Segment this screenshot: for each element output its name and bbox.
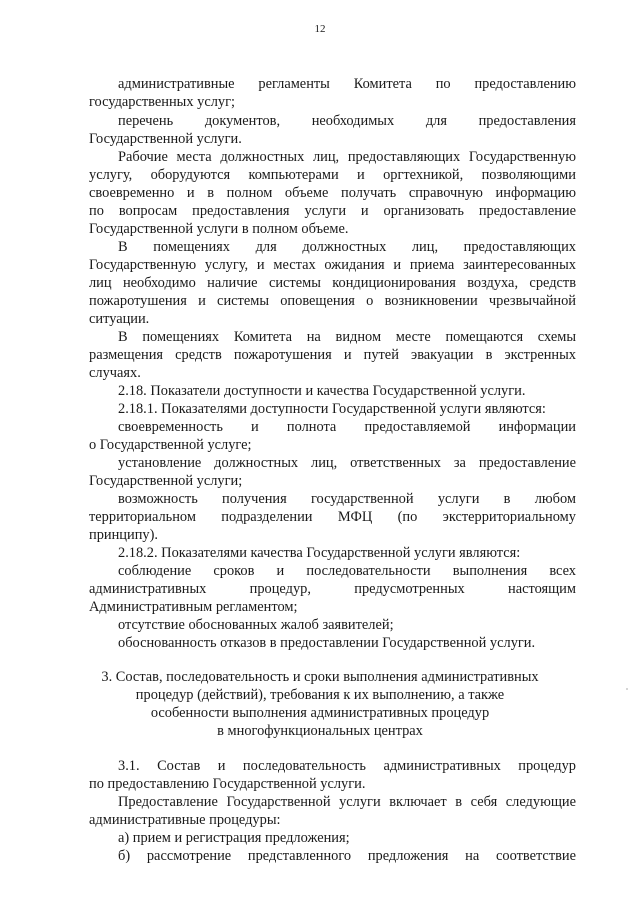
text-line: В помещениях Комитета на видном месте помещаются схемы (118, 329, 576, 345)
text-line: лиц необходимо наличие системы кондиционирования воздуха, средств (89, 275, 576, 291)
text-line: территориальном подразделении МФЦ (по экстерриториальному (89, 509, 576, 525)
text-line: Предоставление Государственной услуги включает в себя следующие (118, 794, 576, 810)
text-line: услугу, оборудуются компьютерами и оргтехникой, позволяющими (89, 167, 576, 183)
text-line: В помещениях для должностных лиц, предоставляющих (118, 239, 576, 255)
text-line: своевременно и в полном объеме получать справочную информацию (89, 185, 576, 201)
text-line: государственных услуг; (89, 94, 235, 110)
text-line: Государственной услуги. (89, 131, 242, 147)
text-line: о Государственной услуге; (89, 437, 252, 453)
text-line: административные процедуры: (89, 812, 281, 828)
text-line: б) рассмотрение представленного предложения на соответствие (118, 848, 576, 864)
text-line: принципу). (89, 527, 158, 543)
text-line: 2.18. Показатели доступности и качества Государственной услуги. (118, 383, 526, 399)
text-line: установление должностных лиц, ответственных за предоставление (118, 455, 576, 471)
heading-line: 3. Состав, последовательность и сроки выполнения административных (101, 669, 539, 685)
text-line: 3.1. Состав и последовательность административных процедур (118, 758, 576, 774)
text-line: обоснованность отказов в предоставлении Государственной услуги. (118, 635, 536, 651)
text-line: Государственной услуги в полном объеме. (89, 221, 349, 237)
heading-line: в многофункциональных центрах (217, 723, 423, 739)
page-number: 12 (314, 23, 326, 35)
text-line: соблюдение сроков и последовательности выполнения всех (118, 563, 576, 579)
text-line: 2.18.1. Показателями доступности Государственной услуги являются: (118, 401, 546, 417)
text-line: по предоставлению Государственной услуги. (89, 776, 366, 792)
text-line: случаях. (89, 365, 141, 381)
text-line: пожаротушения и системы оповещения о возникновении чрезвычайной (89, 293, 576, 309)
text-line: своевременность и полнота предоставляемой информации (118, 419, 576, 435)
text-line: перечень документов, необходимых для предоставления (118, 113, 576, 129)
text-line: возможность получения государственной услуги в любом (118, 491, 576, 507)
text-line: размещения средств пожаротушения и путей эвакуации в экстренных (89, 347, 576, 363)
heading-line: особенности выполнения административных процедур (150, 705, 490, 721)
text-line: по вопросам предоставления услуги и организовать предоставление (89, 203, 576, 219)
text-line: Государственной услуги; (89, 473, 243, 489)
text-line: Государственную услугу, и местах ожидания и приема заинтересованных (89, 257, 576, 273)
text-line: Административным регламентом; (89, 599, 298, 615)
text-line: отсутствие обоснованных жалоб заявителей; (118, 617, 394, 633)
heading-line: процедур (действий), требования к их выполнению, а также (135, 687, 505, 703)
text-line: а) прием и регистрация предложения; (118, 830, 350, 846)
text-line: ситуации. (89, 311, 150, 327)
text-line: Рабочие места должностных лиц, предоставляющих Государственную (118, 149, 576, 165)
text-line: административные регламенты Комитета по предоставлению (118, 76, 576, 92)
text-line: административных процедур, предусмотренных настоящим (89, 581, 576, 597)
text-line: 2.18.2. Показателями качества Государственной услуги являются: (118, 545, 521, 561)
scan-speck (626, 688, 628, 690)
